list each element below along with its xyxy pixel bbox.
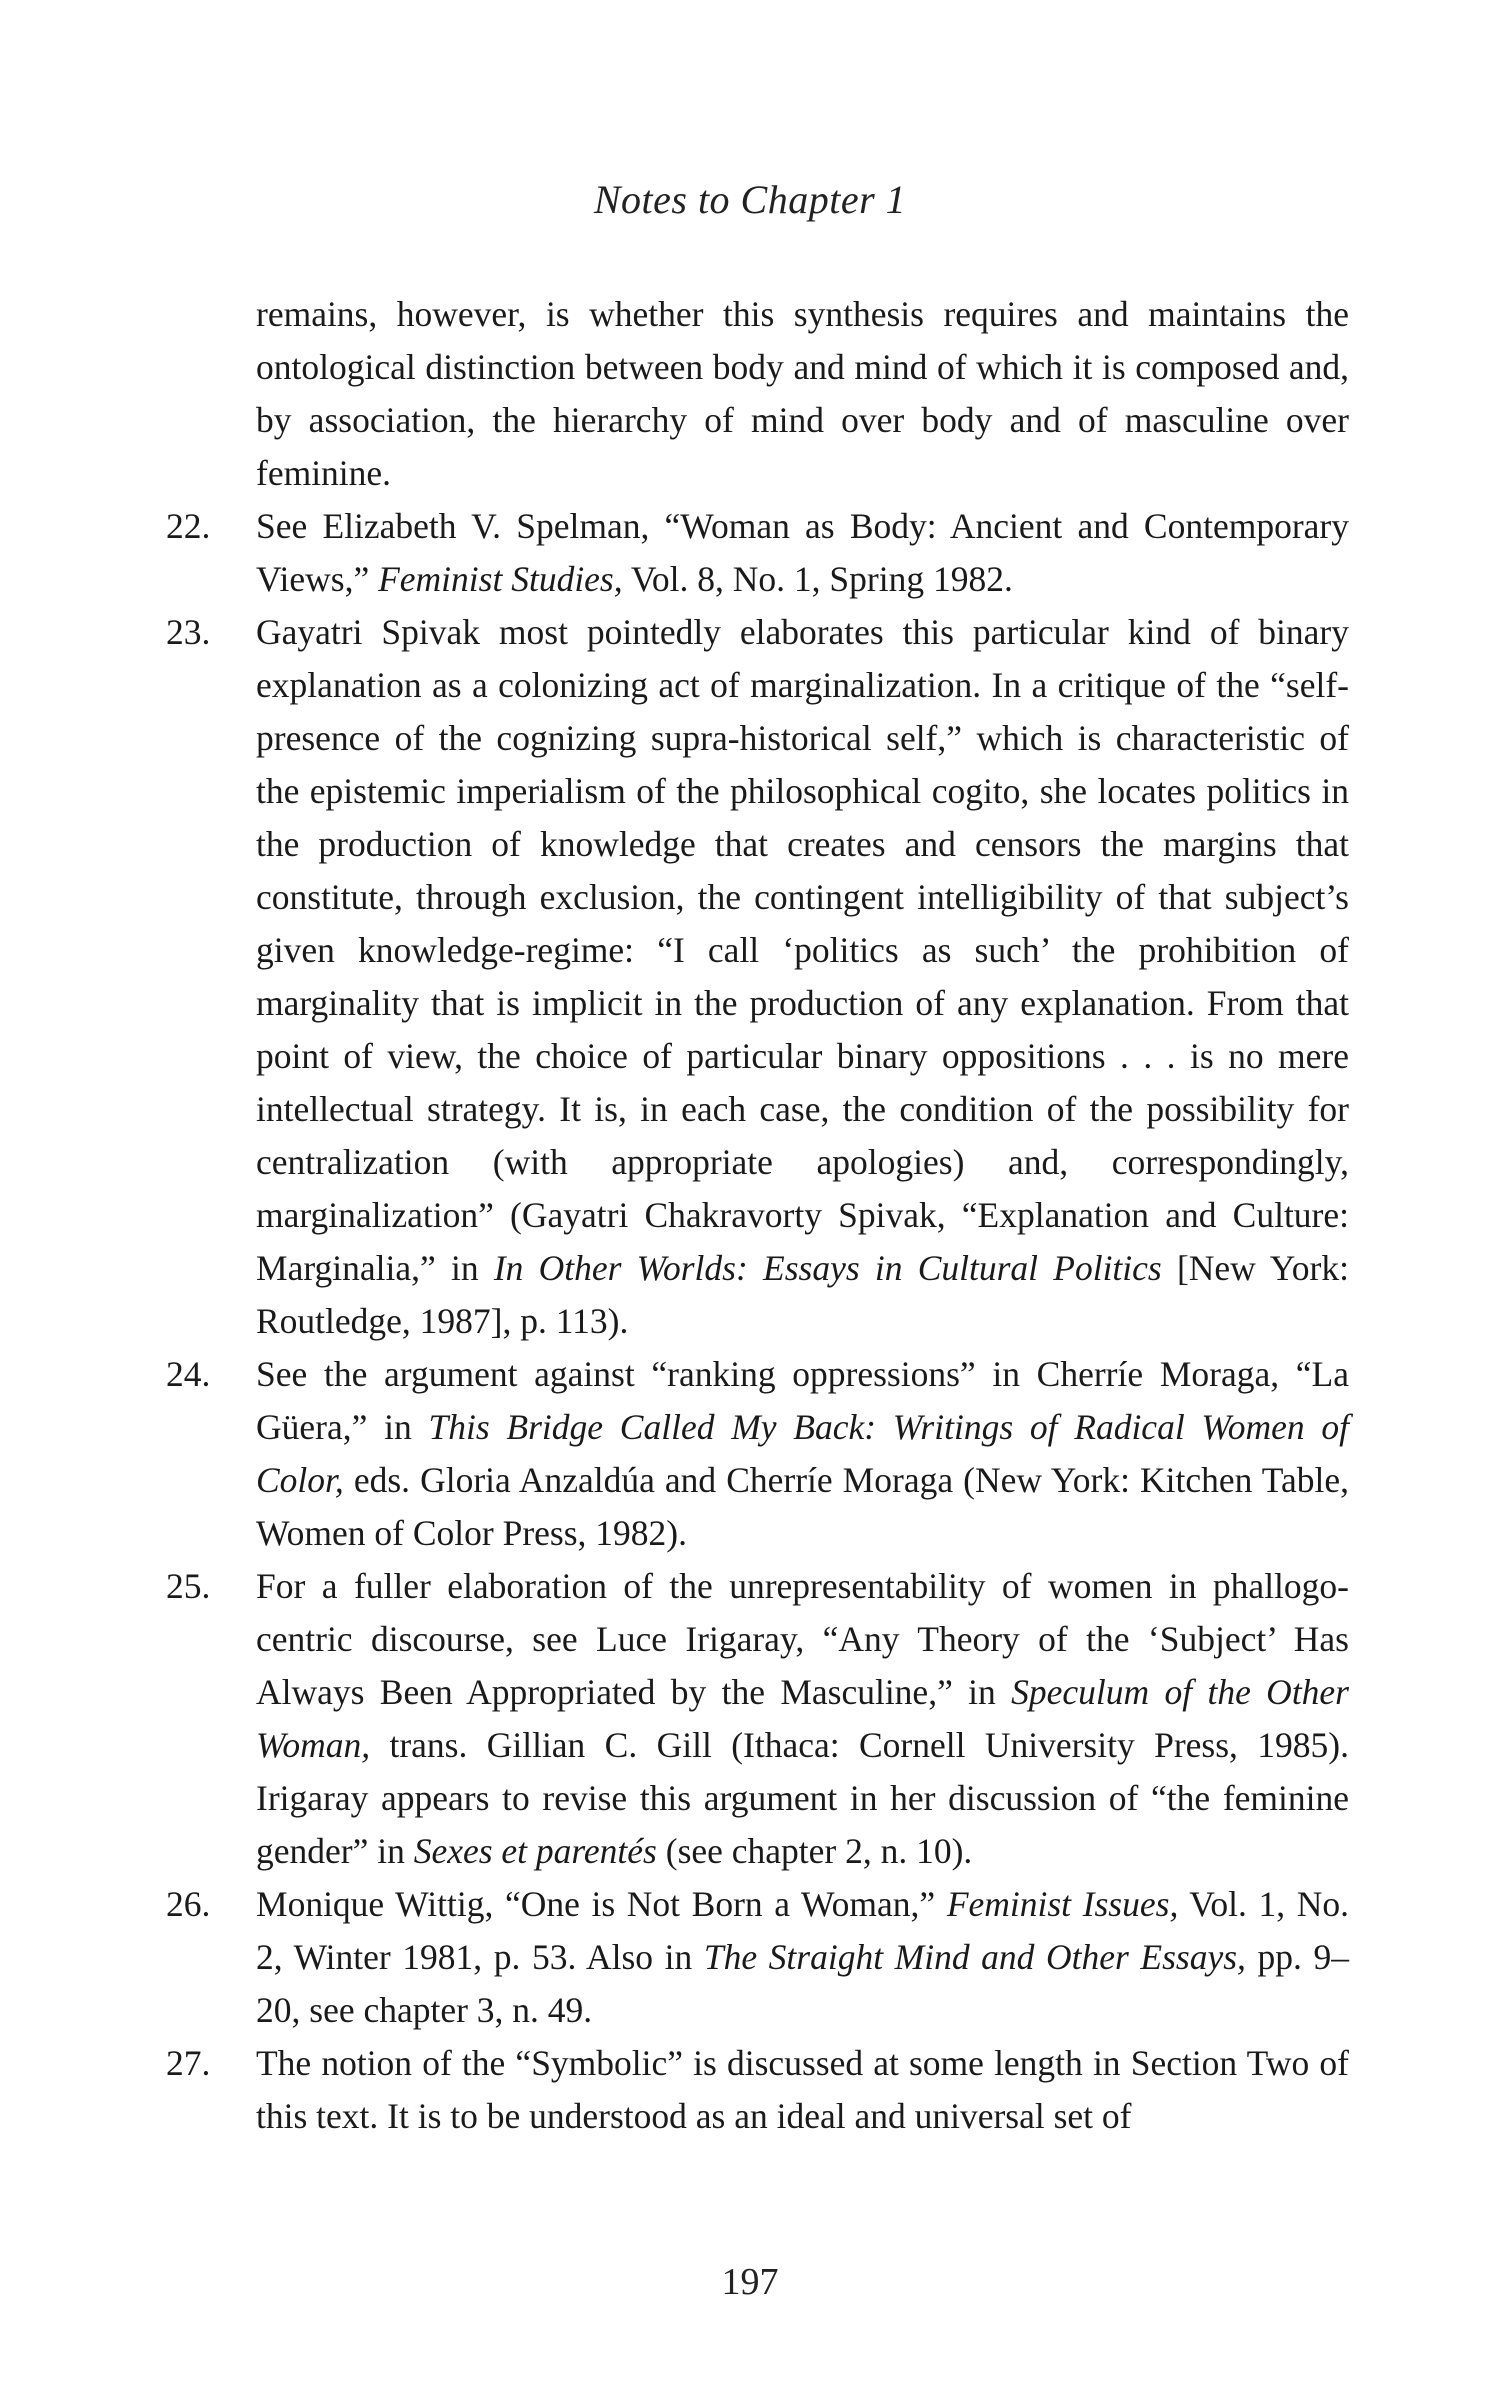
note-text: See Elizabeth V. Spelman, “Woman as Body: Ancient and Contemporary Views,” [256,506,1349,599]
note-21-continued [166,288,1349,500]
page-number: 197 [721,2261,779,2303]
note-text: trans. Gillian C. Gill (Ithaca: Cornell University Press, 1985). Irigaray appears to revise this argument in her discussion of “the feminine gender” in [256,1725,1349,1871]
note-text: Vol. 1, No. 2, Winter 1981, p. 53. Also in [256,1884,1349,1977]
note-27 [166,2037,1349,2143]
note-24 [166,1348,1349,1560]
note-number: 25. [166,1566,211,1606]
note-number: 24. [166,1354,211,1394]
book-title: This Bridge Called My Back: Writings of Radical Women of Color, [256,1407,1350,1500]
book-title: In Other Worlds: Essays in Cultural Politics [493,1248,1162,1288]
note-text: pp. 9–20, see chapter 3, n. 49. [256,1937,1349,2030]
note-text: eds. Gloria Anzaldúa and Cherríe Moraga (New York: Kitchen Table, Women of Color Press, 1982). [256,1460,1349,1553]
note-number: 26. [166,1884,211,1924]
note-26 [166,1878,1349,2037]
note-text: For a fuller elaboration of the unrepresentability of women in phallogocentric discourse, see Luce Irigaray, “Any Theory of the ‘Subject’ Has Always Been Appropriated by the Masculine,” in [256,1566,1349,1712]
book-title: Sexes et parentés [413,1831,657,1871]
note-text: See the argument against “ranking oppressions” in Cherríe Moraga, “La Güera,” in [256,1354,1349,1447]
note-text: Vol. 8, No. 1, Spring 1982. [622,559,1013,599]
note-number: 27. [166,2043,211,2083]
note-22 [166,500,1349,606]
journal-title: Feminist Studies, [378,559,623,599]
note-23 [166,606,1349,1348]
book-title: The Straight Mind and Other Essays, [703,1937,1246,1977]
note-number: 22. [166,506,211,546]
note-number: 23. [166,612,211,652]
book-title: Speculum of the Other Woman, [256,1672,1349,1765]
notes-list [166,288,1349,2143]
note-text: remains, however, is whether this synthesis requires and maintains the ontological distinction between body and mind of which it is composed and, by association, the hierarchy of mind over body and of masculine over feminine. [256,294,1349,493]
note-text: [New York: Routledge, 1987], p. 113). [256,1248,1349,1341]
note-25 [166,1560,1349,1878]
journal-title: Feminist Issues, [946,1884,1179,1924]
note-text: The notion of the “Symbolic” is discussed at some length in Section Two of this text. It is to be understood as an ideal and universal set of [256,2043,1349,2136]
note-text: (see chapter 2, n. 10). [656,1831,973,1871]
running-head: Notes to Chapter 1 [593,177,907,222]
note-text: Gayatri Spivak most pointedly elaborates this particular kind of binary explanation as a colonizing act of marginalization. In a critique of the “self-presence of the cognizing supra-historical self,” which is characteristic of the epistemic imperialism of the philosophical cogito, she locates politics in the production of knowledge that creates and censors the margins that constitute, through exclusion, the contingent intelligibility of that subject’s given knowledge-regime: “I call ‘politics as such’ the prohibition of marginality that is implicit in the production of any explanation. From that point of view, the choice of particular binary oppositions . . . is no mere intellectual strategy. It is, in each case, the condition of the possibility for centralization (with appropriate apologies) and, correspondingly, marginalization” (Gayatri Chakravorty Spivak, “Explanation and Culture: Marginalia,” in [256,612,1349,1288]
note-text: Monique Wittig, “One is Not Born a Woman,” [256,1884,947,1924]
